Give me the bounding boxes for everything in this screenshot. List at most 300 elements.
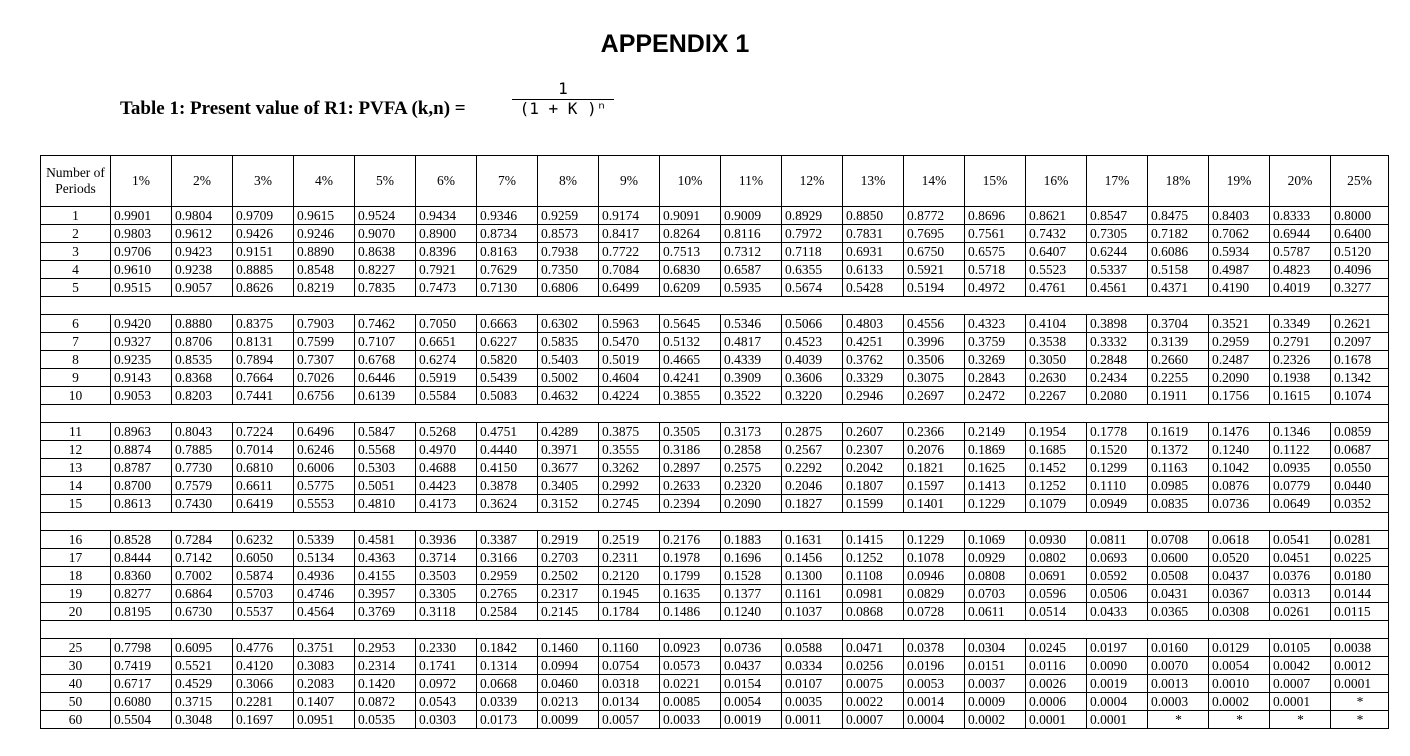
value-cell: 0.5194 — [904, 279, 965, 297]
value-cell: 0.5521 — [172, 657, 233, 675]
value-cell: 0.3677 — [538, 459, 599, 477]
value-cell: 0.2584 — [477, 603, 538, 621]
value-cell: 0.7462 — [355, 315, 416, 333]
value-cell: 0.4241 — [660, 369, 721, 387]
table-row — [41, 675, 1389, 693]
value-cell: 0.9610 — [111, 261, 172, 279]
value-cell: 0.8219 — [294, 279, 355, 297]
value-cell: 0.3387 — [477, 531, 538, 549]
rate-column-header: 11% — [721, 156, 782, 207]
value-cell: 0.7894 — [233, 351, 294, 369]
value-cell: 0.3349 — [1270, 315, 1331, 333]
value-cell: 0.6496 — [294, 423, 355, 441]
value-cell: 0.0019 — [721, 711, 782, 729]
value-cell: 0.8116 — [721, 225, 782, 243]
value-cell: 0.2366 — [904, 423, 965, 441]
value-cell: 0.2703 — [538, 549, 599, 567]
value-cell: 0.7084 — [599, 261, 660, 279]
value-cell: 0.1252 — [1026, 477, 1087, 495]
value-cell: 0.5553 — [294, 495, 355, 513]
table-row — [41, 441, 1389, 459]
value-cell: 0.1240 — [721, 603, 782, 621]
value-cell: 0.0105 — [1270, 639, 1331, 657]
value-cell: 0.5963 — [599, 315, 660, 333]
value-cell: 0.9420 — [111, 315, 172, 333]
value-cell: 0.6768 — [355, 351, 416, 369]
value-cell: 0.7182 — [1148, 225, 1209, 243]
value-cell: 0.0431 — [1148, 585, 1209, 603]
value-cell: 0.0951 — [294, 711, 355, 729]
value-cell: 0.7312 — [721, 243, 782, 261]
value-cell: 0.9612 — [172, 225, 233, 243]
value-cell: 0.2149 — [965, 423, 1026, 441]
block-spacer-row — [41, 513, 1389, 531]
value-cell: 0.7062 — [1209, 225, 1270, 243]
value-cell: 0.0935 — [1270, 459, 1331, 477]
value-cell: 0.6717 — [111, 675, 172, 693]
value-cell: 0.2897 — [660, 459, 721, 477]
value-cell: 0.0433 — [1087, 603, 1148, 621]
value-cell: 0.4173 — [416, 495, 477, 513]
formula-denominator: (1 + K )ⁿ — [519, 99, 607, 118]
value-cell: 0.8396 — [416, 243, 477, 261]
block-spacer-row — [41, 621, 1389, 639]
value-cell: 0.0022 — [843, 693, 904, 711]
value-cell: 0.2472 — [965, 387, 1026, 405]
value-cell: 0.5158 — [1148, 261, 1209, 279]
value-cell: 0.4155 — [355, 567, 416, 585]
period-cell: 6 — [41, 315, 111, 333]
value-cell: 0.8333 — [1270, 207, 1331, 225]
period-cell: 10 — [41, 387, 111, 405]
value-cell: 0.0550 — [1331, 459, 1389, 477]
value-cell: 0.8626 — [233, 279, 294, 297]
value-cell: 0.0649 — [1270, 495, 1331, 513]
value-cell: 0.3606 — [782, 369, 843, 387]
value-cell: 0.3277 — [1331, 279, 1389, 297]
rate-column-header: 12% — [782, 156, 843, 207]
period-cell: 50 — [41, 693, 111, 711]
value-cell: 0.3878 — [477, 477, 538, 495]
value-cell: 0.1078 — [904, 549, 965, 567]
value-cell: 0.3503 — [416, 567, 477, 585]
value-cell: 0.0588 — [782, 639, 843, 657]
value-cell: 0.3166 — [477, 549, 538, 567]
value-cell: 0.9706 — [111, 243, 172, 261]
value-cell: 0.7664 — [233, 369, 294, 387]
value-cell: 0.1342 — [1331, 369, 1389, 387]
value-cell: 0.0876 — [1209, 477, 1270, 495]
value-cell: 0.0437 — [721, 657, 782, 675]
value-cell: 0.1678 — [1331, 351, 1389, 369]
value-cell: 0.2765 — [477, 585, 538, 603]
value-cell: 0.0811 — [1087, 531, 1148, 549]
rate-column-header: 15% — [965, 156, 1026, 207]
value-cell: 0.0099 — [538, 711, 599, 729]
value-cell: 0.4761 — [1026, 279, 1087, 297]
value-cell: 0.2697 — [904, 387, 965, 405]
value-cell: 0.5066 — [782, 315, 843, 333]
value-cell: 0.0668 — [477, 675, 538, 693]
value-cell: 0.7014 — [233, 441, 294, 459]
value-cell: 0.8368 — [172, 369, 233, 387]
table-caption: Table 1: Present value of R1: PVFA (k,n) = — [120, 98, 466, 119]
appendix-heading: APPENDIX 1 — [600, 30, 750, 58]
table-row — [41, 369, 1389, 387]
value-cell: 0.6246 — [294, 441, 355, 459]
table-body — [41, 207, 1389, 729]
value-cell: 0.2320 — [721, 477, 782, 495]
value-cell: 0.0014 — [904, 693, 965, 711]
value-cell: 0.0225 — [1331, 549, 1389, 567]
value-cell: 0.1911 — [1148, 387, 1209, 405]
table-row — [41, 603, 1389, 621]
value-cell: 0.3405 — [538, 477, 599, 495]
value-cell: 0.0001 — [1270, 693, 1331, 711]
value-cell: 0.5934 — [1209, 243, 1270, 261]
value-cell: 0.6730 — [172, 603, 233, 621]
value-cell: 0.6050 — [233, 549, 294, 567]
value-cell: 0.8621 — [1026, 207, 1087, 225]
value-cell: 0.7695 — [904, 225, 965, 243]
value-cell: 0.5674 — [782, 279, 843, 297]
value-cell: 0.6575 — [965, 243, 1026, 261]
value-cell: 0.7441 — [233, 387, 294, 405]
value-cell: 0.8360 — [111, 567, 172, 585]
value-cell: 0.3751 — [294, 639, 355, 657]
value-cell: 0.4039 — [782, 351, 843, 369]
value-cell: 0.0736 — [1209, 495, 1270, 513]
value-cell: 0.1042 — [1209, 459, 1270, 477]
value-cell: 0.8573 — [538, 225, 599, 243]
value-cell: 0.4746 — [294, 585, 355, 603]
value-cell: 0.7561 — [965, 225, 1026, 243]
value-cell: 0.3909 — [721, 369, 782, 387]
value-cell: 0.5921 — [904, 261, 965, 279]
table-row — [41, 387, 1389, 405]
value-cell: 0.0708 — [1148, 531, 1209, 549]
period-cell: 19 — [41, 585, 111, 603]
period-cell: 20 — [41, 603, 111, 621]
value-cell: 0.3048 — [172, 711, 233, 729]
table-row — [41, 495, 1389, 513]
value-cell: 0.2953 — [355, 639, 416, 657]
value-cell: 0.8850 — [843, 207, 904, 225]
value-cell: 0.4120 — [233, 657, 294, 675]
value-cell: 0.8375 — [233, 315, 294, 333]
formula-numerator: 1 — [558, 79, 568, 98]
value-cell: 0.0367 — [1209, 585, 1270, 603]
value-cell: 0.2076 — [904, 441, 965, 459]
rate-column-header: 19% — [1209, 156, 1270, 207]
value-cell: 0.1842 — [477, 639, 538, 657]
rate-column-header: 3% — [233, 156, 294, 207]
value-cell: 0.3714 — [416, 549, 477, 567]
value-cell: 0.8000 — [1331, 207, 1389, 225]
value-cell: 0.8548 — [294, 261, 355, 279]
value-cell: 0.0001 — [1026, 711, 1087, 729]
value-cell: 0.0923 — [660, 639, 721, 657]
value-cell: 0.2311 — [599, 549, 660, 567]
value-cell: 0.5132 — [660, 333, 721, 351]
period-cell: 30 — [41, 657, 111, 675]
value-cell: 0.0221 — [660, 675, 721, 693]
value-cell: 0.3332 — [1087, 333, 1148, 351]
value-cell: 0.6651 — [416, 333, 477, 351]
value-cell: 0.5645 — [660, 315, 721, 333]
value-cell: 0.3762 — [843, 351, 904, 369]
value-cell: 0.7473 — [416, 279, 477, 297]
value-cell: 0.2080 — [1087, 387, 1148, 405]
value-cell: * — [1270, 711, 1331, 729]
value-cell: 0.3996 — [904, 333, 965, 351]
value-cell: 0.6756 — [294, 387, 355, 405]
value-cell: 0.9259 — [538, 207, 599, 225]
value-cell: 0.1079 — [1026, 495, 1087, 513]
value-cell: 0.0543 — [416, 693, 477, 711]
value-cell: 0.3083 — [294, 657, 355, 675]
value-cell: 0.8203 — [172, 387, 233, 405]
value-cell: 0.4564 — [294, 603, 355, 621]
value-cell: 0.3957 — [355, 585, 416, 603]
value-cell: 0.1160 — [599, 639, 660, 657]
value-cell: 0.7107 — [355, 333, 416, 351]
value-cell: 0.7629 — [477, 261, 538, 279]
rate-column-header: 25% — [1331, 156, 1389, 207]
formula — [508, 80, 618, 118]
value-cell: 0.3715 — [172, 693, 233, 711]
value-cell: 0.0144 — [1331, 585, 1389, 603]
value-cell: 0.8475 — [1148, 207, 1209, 225]
value-cell: 0.0339 — [477, 693, 538, 711]
value-cell: 0.7305 — [1087, 225, 1148, 243]
value-cell: 0.9057 — [172, 279, 233, 297]
value-cell: 0.0859 — [1331, 423, 1389, 441]
value-cell: * — [1148, 711, 1209, 729]
value-cell: 0.3305 — [416, 585, 477, 603]
value-cell: 0.9515 — [111, 279, 172, 297]
value-cell: 0.2434 — [1087, 369, 1148, 387]
value-cell: 0.0618 — [1209, 531, 1270, 549]
value-cell: 0.7307 — [294, 351, 355, 369]
value-cell: 0.0002 — [1209, 693, 1270, 711]
table-row — [41, 567, 1389, 585]
value-cell: 0.6407 — [1026, 243, 1087, 261]
value-cell: 0.0003 — [1148, 693, 1209, 711]
value-cell: 0.0180 — [1331, 567, 1389, 585]
spacer-cell — [41, 297, 1389, 315]
value-cell: 0.0054 — [721, 693, 782, 711]
value-cell: 0.3329 — [843, 369, 904, 387]
value-cell: 0.4810 — [355, 495, 416, 513]
rate-column-header: 6% — [416, 156, 477, 207]
value-cell: 0.3898 — [1087, 315, 1148, 333]
value-cell: 0.0460 — [538, 675, 599, 693]
value-cell: 0.1110 — [1087, 477, 1148, 495]
value-cell: 0.7002 — [172, 567, 233, 585]
value-cell: 0.1415 — [843, 531, 904, 549]
value-cell: 0.3875 — [599, 423, 660, 441]
present-value-table — [40, 155, 1389, 729]
period-cell: 18 — [41, 567, 111, 585]
value-cell: 0.0057 — [599, 711, 660, 729]
value-cell: * — [1209, 711, 1270, 729]
value-cell: 0.2042 — [843, 459, 904, 477]
rate-column-header: 5% — [355, 156, 416, 207]
rate-column-header: 2% — [172, 156, 233, 207]
value-cell: 0.6232 — [233, 531, 294, 549]
value-cell: 0.4371 — [1148, 279, 1209, 297]
table-row — [41, 261, 1389, 279]
value-cell: 0.7730 — [172, 459, 233, 477]
value-cell: 0.0691 — [1026, 567, 1087, 585]
value-cell: 0.8277 — [111, 585, 172, 603]
value-cell: 0.9053 — [111, 387, 172, 405]
value-cell: 0.3050 — [1026, 351, 1087, 369]
table-row — [41, 585, 1389, 603]
value-cell: 0.9804 — [172, 207, 233, 225]
value-cell: 0.1599 — [843, 495, 904, 513]
value-cell: 0.4987 — [1209, 261, 1270, 279]
value-cell: 0.8787 — [111, 459, 172, 477]
value-cell: 0.7350 — [538, 261, 599, 279]
value-cell: 0.1520 — [1087, 441, 1148, 459]
value-cell: 0.4096 — [1331, 261, 1389, 279]
value-cell: 0.2946 — [843, 387, 904, 405]
value-cell: 0.0693 — [1087, 549, 1148, 567]
value-cell: 0.0985 — [1148, 477, 1209, 495]
value-cell: 0.2090 — [1209, 369, 1270, 387]
value-cell: 0.0009 — [965, 693, 1026, 711]
value-cell: 0.0107 — [782, 675, 843, 693]
value-cell: 0.1778 — [1087, 423, 1148, 441]
table-row — [41, 477, 1389, 495]
value-cell: 0.8706 — [172, 333, 233, 351]
value-cell: 0.5775 — [294, 477, 355, 495]
period-cell: 16 — [41, 531, 111, 549]
value-cell: 0.1401 — [904, 495, 965, 513]
value-cell: 0.3555 — [599, 441, 660, 459]
value-cell: 0.0946 — [904, 567, 965, 585]
value-cell: 0.2992 — [599, 477, 660, 495]
value-cell: 0.5120 — [1331, 243, 1389, 261]
value-cell: 0.1486 — [660, 603, 721, 621]
value-cell: 0.0520 — [1209, 549, 1270, 567]
value-cell: 0.6227 — [477, 333, 538, 351]
value-cell: 0.0440 — [1331, 477, 1389, 495]
value-cell: 0.3538 — [1026, 333, 1087, 351]
value-cell: 0.5718 — [965, 261, 1026, 279]
value-cell: 0.3759 — [965, 333, 1026, 351]
rate-column-header: 17% — [1087, 156, 1148, 207]
value-cell: 0.0872 — [355, 693, 416, 711]
value-cell: 0.7432 — [1026, 225, 1087, 243]
value-cell: 0.1799 — [660, 567, 721, 585]
period-cell: 8 — [41, 351, 111, 369]
value-cell: 0.3220 — [782, 387, 843, 405]
value-cell: 0.5268 — [416, 423, 477, 441]
value-cell: 0.0256 — [843, 657, 904, 675]
value-cell: 0.1413 — [965, 477, 1026, 495]
value-cell: 0.3075 — [904, 369, 965, 387]
value-cell: 0.4423 — [416, 477, 477, 495]
table-row — [41, 459, 1389, 477]
value-cell: 0.6830 — [660, 261, 721, 279]
value-cell: 0.0033 — [660, 711, 721, 729]
value-cell: 0.2875 — [782, 423, 843, 441]
value-cell: 0.7050 — [416, 315, 477, 333]
value-cell: 0.2317 — [538, 585, 599, 603]
value-cell: 0.1069 — [965, 531, 1026, 549]
value-cell: 0.0600 — [1148, 549, 1209, 567]
table-row — [41, 423, 1389, 441]
value-cell: 0.0308 — [1209, 603, 1270, 621]
period-cell: 2 — [41, 225, 111, 243]
period-cell: 15 — [41, 495, 111, 513]
value-cell: 0.6355 — [782, 261, 843, 279]
rate-column-header: 8% — [538, 156, 599, 207]
value-cell: 0.0075 — [843, 675, 904, 693]
block-spacer-row — [41, 297, 1389, 315]
value-cell: 0.0592 — [1087, 567, 1148, 585]
value-cell: 0.5470 — [599, 333, 660, 351]
value-cell: 0.0378 — [904, 639, 965, 657]
value-cell: 0.5019 — [599, 351, 660, 369]
value-cell: 0.5523 — [1026, 261, 1087, 279]
value-cell: 0.8417 — [599, 225, 660, 243]
value-cell: 0.1122 — [1270, 441, 1331, 459]
value-cell: 0.2330 — [416, 639, 477, 657]
period-cell: 5 — [41, 279, 111, 297]
value-cell: 0.1346 — [1270, 423, 1331, 441]
value-cell: 0.3186 — [660, 441, 721, 459]
value-cell: 0.1240 — [1209, 441, 1270, 459]
value-cell: 0.9091 — [660, 207, 721, 225]
rate-column-header: 4% — [294, 156, 355, 207]
value-cell: 0.0213 — [538, 693, 599, 711]
period-cell: 7 — [41, 333, 111, 351]
value-cell: 0.0304 — [965, 639, 1026, 657]
value-cell: 0.5787 — [1270, 243, 1331, 261]
value-cell: 0.6446 — [355, 369, 416, 387]
value-cell: 0.2919 — [538, 531, 599, 549]
value-cell: 0.8638 — [355, 243, 416, 261]
value-cell: 0.9803 — [111, 225, 172, 243]
value-cell: 0.4523 — [782, 333, 843, 351]
value-cell: 0.4104 — [1026, 315, 1087, 333]
value-cell: 0.0053 — [904, 675, 965, 693]
value-cell: 0.5339 — [294, 531, 355, 549]
value-cell: 0.1252 — [843, 549, 904, 567]
value-cell: 0.2621 — [1331, 315, 1389, 333]
value-cell: 0.1756 — [1209, 387, 1270, 405]
value-cell: 0.3624 — [477, 495, 538, 513]
value-cell: 0.8772 — [904, 207, 965, 225]
value-cell: 0.0471 — [843, 639, 904, 657]
value-cell: 0.0687 — [1331, 441, 1389, 459]
value-cell: 0.2314 — [355, 657, 416, 675]
value-cell: 0.0037 — [965, 675, 1026, 693]
value-cell: 0.5002 — [538, 369, 599, 387]
value-cell: 0.5584 — [416, 387, 477, 405]
value-cell: 0.1631 — [782, 531, 843, 549]
value-cell: 0.9174 — [599, 207, 660, 225]
value-cell: 0.0173 — [477, 711, 538, 729]
value-cell: 0.0004 — [1087, 693, 1148, 711]
value-cell: 0.1697 — [233, 711, 294, 729]
value-cell: 0.5134 — [294, 549, 355, 567]
value-cell: 0.3521 — [1209, 315, 1270, 333]
